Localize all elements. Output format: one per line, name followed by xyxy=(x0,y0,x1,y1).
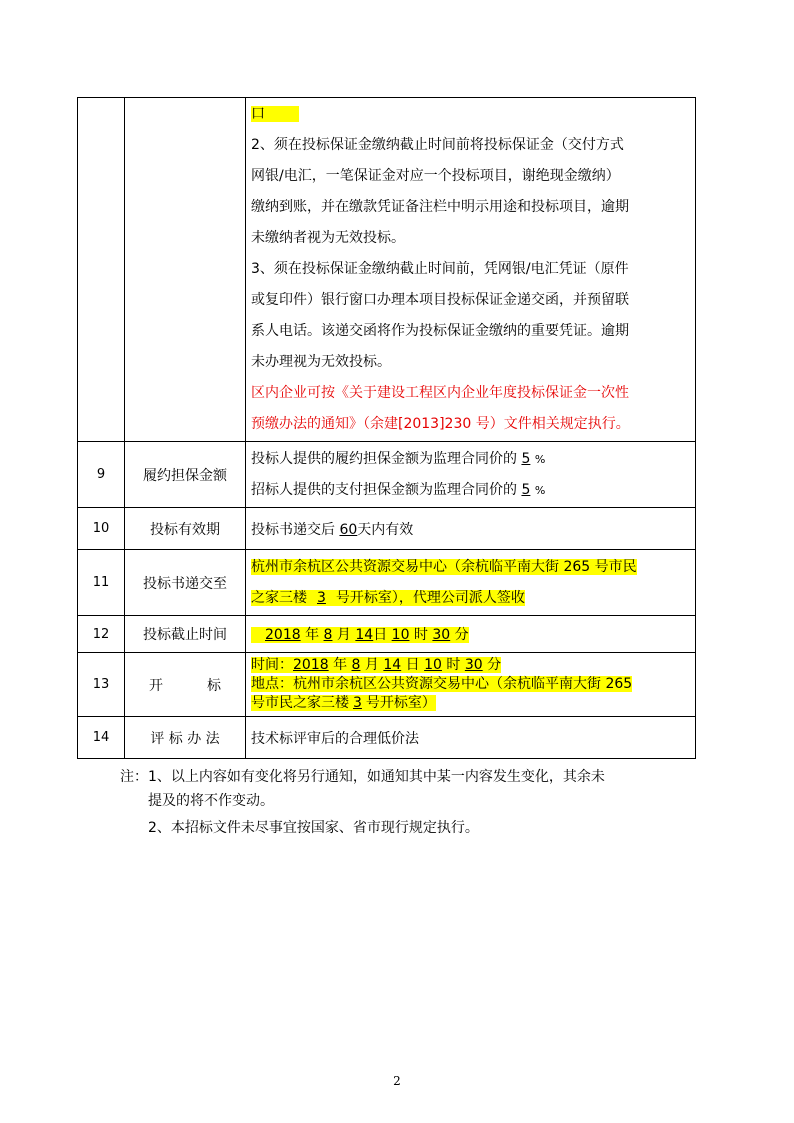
row-number: 10 xyxy=(78,508,125,550)
red-notice-line: 预缴办法的通知》（余建[2013]230 号）文件相关规定执行。 xyxy=(251,416,630,432)
payment-percent-value: 5 xyxy=(521,481,531,498)
row-number: 12 xyxy=(78,616,125,653)
table-row-validity xyxy=(78,508,696,550)
table-row-evaluation xyxy=(78,717,696,759)
row-content-cell xyxy=(246,616,696,653)
room-number: 3 xyxy=(317,589,326,606)
note-line: 提及的将不作变动。 xyxy=(148,793,274,809)
table-row-submission xyxy=(78,550,696,616)
row-number: 9 xyxy=(78,442,125,508)
opening-room-number: 3 xyxy=(353,695,362,711)
row-label: 履约担保金额 xyxy=(125,442,246,508)
deposit-text-line: 网银/电汇，一笔保证金对应一个投标项目，谢绝现金缴纳） xyxy=(251,168,620,184)
deposit-text-line: 2、须在投标保证金缴纳截止时间前将投标保证金（交付方式 xyxy=(251,137,624,153)
row-label: 开 标 xyxy=(125,653,246,717)
row-number: 11 xyxy=(78,550,125,616)
deposit-text-line: 3、须在投标保证金缴纳截止时间前，凭网银/电汇凭证（原件 xyxy=(251,261,629,277)
bond-percent-value: 5 xyxy=(521,450,531,467)
red-notice-line: 区内企业可按《关于建设工程区内企业年度投标保证金一次性 xyxy=(251,385,629,401)
row-label-cell xyxy=(125,98,246,442)
row-number: 13 xyxy=(78,653,125,717)
row-label: 投标截止时间 xyxy=(125,616,246,653)
opening-place: 地点：杭州市余杭区公共资源交易中心（余杭临平南大街 265 xyxy=(251,676,633,692)
submission-location: 杭州市余杭区公共资源交易中心（余杭临平南大街 265 号市民 xyxy=(251,558,637,575)
opening-time: 时间：2018 年 8 月 14 日 10 时 30 分 xyxy=(251,657,502,673)
row-content-cell: 投标书递交后 60天内有效 xyxy=(246,508,696,550)
bid-info-table xyxy=(77,97,696,759)
row-content-cell: 投标人提供的履约担保金额为监理合同价的 5 % 招标人提供的支付担保金额为监理合同价的 5 % xyxy=(246,442,696,508)
note-line: 注：1、以上内容如有变化将另行通知，如通知其中某一内容发生变化，其余未 xyxy=(120,769,605,785)
page-number: 2 xyxy=(393,1074,401,1088)
deposit-text-line: 或复印件）银行窗口办理本项目投标保证金递交函，并预留联 xyxy=(251,292,629,308)
deposit-text-line: 缴纳到账，并在缴款凭证备注栏中明示用途和投标项目，逾期 xyxy=(251,199,629,215)
deposit-text-line: 未办理视为无效投标。 xyxy=(251,354,391,370)
note-line: 2、本招标文件未尽事宜按国家、省市现行规定执行。 xyxy=(148,820,479,836)
deadline-datetime: 2018 年 8 月 14日 10 时 30 分 xyxy=(251,627,469,643)
row-label: 评 标 办 法 xyxy=(125,717,246,759)
table-row-opening xyxy=(78,653,696,717)
row-label: 投标书递交至 xyxy=(125,550,246,616)
row-content-cell: 时间：2018 年 8 月 14 日 10 时 30 分 地点：杭州市余杭区公共资源交易中心（余杭临平南大街 265 号市民之家三楼 3 号开标室） xyxy=(246,653,696,717)
deposit-text-line: 系人电话。该递交函将作为投标保证金缴纳的重要凭证。逾期 xyxy=(251,323,629,339)
row-number-cell xyxy=(78,98,125,442)
row-content-cell xyxy=(246,98,696,442)
table-row-performance-bond xyxy=(78,442,696,508)
checkbox-mark: 口 xyxy=(251,106,299,122)
row-number: 14 xyxy=(78,717,125,759)
row-content-cell: 技术标评审后的合理低价法 xyxy=(246,717,696,759)
validity-days: 60 xyxy=(339,521,358,538)
table-row-deposit-cont xyxy=(78,98,696,442)
deposit-text-line: 未缴纳者视为无效投标。 xyxy=(251,230,405,246)
table-row-deadline xyxy=(78,616,696,653)
row-label: 投标有效期 xyxy=(125,508,246,550)
row-content-cell: 杭州市余杭区公共资源交易中心（余杭临平南大街 265 号市民 之家三楼 3 号开标室），代理公司派人签收 xyxy=(246,550,696,616)
